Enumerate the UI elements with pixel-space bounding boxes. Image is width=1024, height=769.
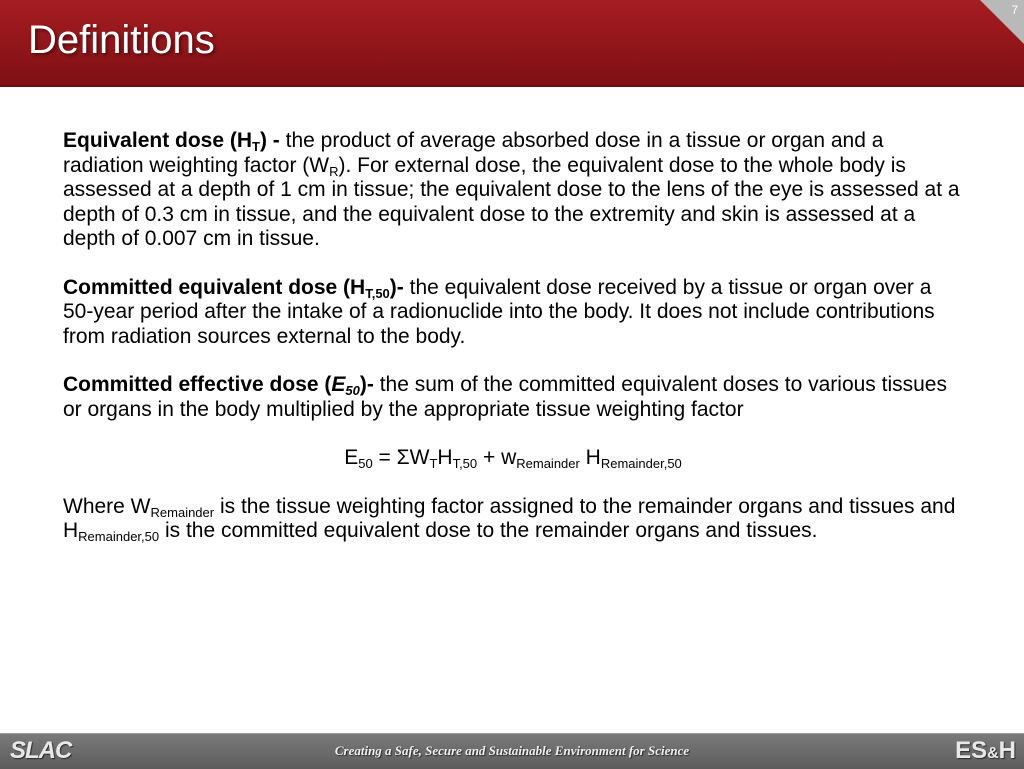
slac-logo: SLAC <box>10 737 72 764</box>
term-end: )- <box>389 275 410 299</box>
note-subscript: Remainder <box>150 504 215 520</box>
term-subscript-italic: 50 <box>345 383 360 398</box>
esh-logo-es: ES <box>955 737 988 764</box>
definition-term <box>63 373 380 396</box>
definition-term <box>63 129 286 152</box>
term-subscript <box>345 383 359 398</box>
formula-e: E <box>344 446 359 469</box>
term-end: ) - <box>259 129 286 152</box>
esh-logo-amp: & <box>987 745 999 762</box>
definition-committed-effective-dose <box>63 373 963 422</box>
formula-h2: H <box>579 446 601 469</box>
term-text: Committed equivalent dose (H <box>63 275 366 299</box>
definition-subscript: R <box>329 163 339 179</box>
page-title: Definitions <box>28 18 215 62</box>
esh-logo <box>955 737 1016 765</box>
definition-text-cont: ). For external dose, the equivalent dose to the whole body is assessed at a depth of 1 cm in tissue; the equivalent dose to the lens of the eye is assessed at a depth of 0.3 cm in tissue, and the equivalent dose to the extremity and skin is assessed at a depth of 0.007 cm in tissue. <box>63 153 960 250</box>
definition-text: the product of average absorbed dose in a tissue or organ and a radiation weighting factor (W <box>63 129 884 177</box>
definition-text: the sum of the committed equivalent doses to various tissues or organs in the body multiplied by the appropriate tissue weighting factor <box>63 373 947 421</box>
note-text-cont: is the tissue weighting factor assigned to the remainder organs and tissues and H <box>63 494 956 542</box>
definition-term <box>63 276 410 299</box>
note-text-end: is the committed equivalent dose to the remainder organs and tissues. <box>159 519 818 542</box>
term-subscript: T,50 <box>365 285 390 301</box>
definition-text: the equivalent dose received by a tissue or organ over a 50-year period after the intake of a radionuclide into the body. It does not include contributions from radiation sources external to the body. <box>63 275 935 348</box>
note-subscript-2: Remainder,50 <box>78 529 160 544</box>
slide-body <box>63 129 963 568</box>
page-number: 7 <box>1011 3 1018 17</box>
term-text: Equivalent dose (H <box>63 129 253 152</box>
formula-w2-sub: Remainder <box>516 456 580 471</box>
dose-formula <box>63 446 963 471</box>
formula-plus: + w <box>477 446 517 469</box>
formula-h-sub: T,50 <box>452 456 478 471</box>
term-subscript: T <box>252 139 260 154</box>
formula-w-sub: T <box>429 456 438 471</box>
footer-tagline: Creating a Safe, Secure and Sustainable Environment for Science <box>334 743 690 758</box>
formula-h2-sub: Remainder,50 <box>600 456 682 471</box>
term-text: Committed effective dose ( <box>63 373 332 396</box>
formula-eq: = ΣW <box>372 446 430 469</box>
term-end: )- <box>359 373 380 396</box>
formula-e-sub: 50 <box>358 456 373 471</box>
term-italic: E <box>331 373 346 396</box>
slide-footer <box>0 733 1024 769</box>
note-text: Where W <box>63 494 151 518</box>
definition-committed-equivalent-dose <box>63 276 963 350</box>
slide-header <box>0 0 1024 87</box>
formula-h: H <box>437 446 453 469</box>
remainder-note <box>63 495 963 544</box>
esh-logo-h: H <box>998 737 1016 764</box>
definition-equivalent-dose <box>63 129 963 252</box>
